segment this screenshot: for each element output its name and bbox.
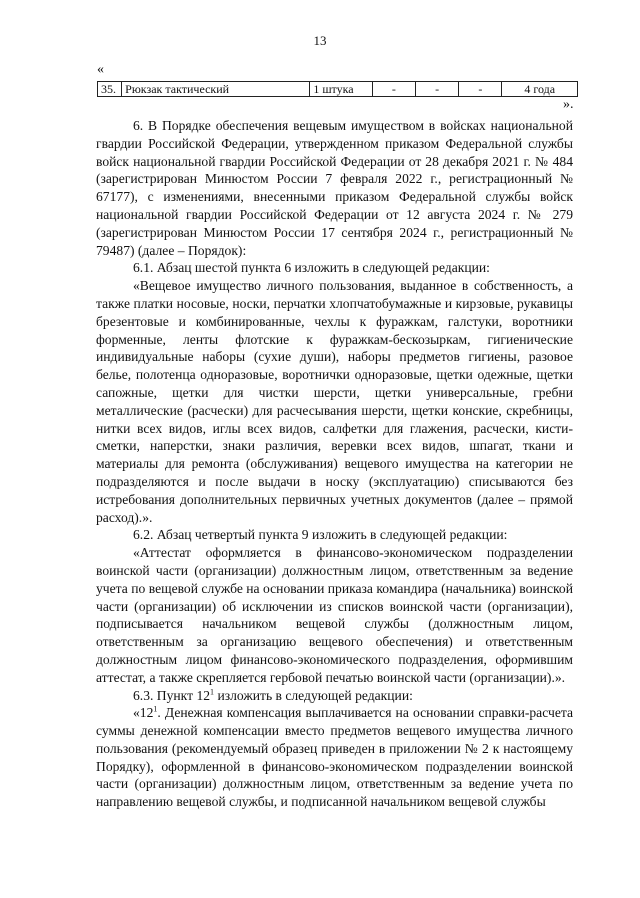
item-quantity: 1 штука [310, 82, 372, 97]
empty-cell: - [459, 82, 502, 97]
paragraph-6-1: 6.1. Абзац шестой пункта 6 изложить в следующей редакции: [133, 260, 490, 276]
document-body [96, 117, 573, 811]
superscript: 1 [153, 704, 158, 714]
paragraph-6-2: 6.2. Абзац четвертый пункта 9 изложить в следующей редакции: [133, 527, 508, 543]
superscript: 1 [210, 686, 215, 696]
item-wear-term: 4 года [502, 82, 578, 97]
paragraph-6-3 [96, 687, 573, 705]
table-row [98, 82, 578, 97]
quote-6-3 [96, 704, 573, 811]
item-name: Рюкзак тактический [122, 82, 310, 97]
quote-6-3-text: . Денежная компенсация выплачивается на основании справки-расчета суммы денежной компенсации вместо предметов вещевого имущества личного пользования (рекомендуемый образец приведен в приложении № 2 к настоящему Порядку), оформленной в финансово-экономическом подразделении воинской части (организации) должностным лицом, ответственным за ведение учета по направлению вещевой службы, и подписанной начальником вещевой службы [96, 705, 573, 810]
items-table [97, 81, 578, 97]
table-close-quote: ». [563, 97, 574, 112]
empty-cell: - [415, 82, 458, 97]
paragraph-6-3-end: изложить в следующей редакции: [214, 687, 413, 703]
page-number: 13 [313, 33, 327, 48]
table-open-quote: « [97, 62, 104, 77]
empty-cell: - [372, 82, 415, 97]
quote-6-3-start: «12 [133, 705, 154, 721]
paragraph-6-3-start: 6.3. Пункт 12 [133, 687, 211, 703]
quote-6-2: «Аттестат оформляется в финансово-экономическом подразделении воинской части (организации) должностным лицом, ответственным за ведение учета по вещевой службе на основании приказа командира (начальника) воинской части (организации) об исключении из списков воинской части (организации), подписывается начальником вещевой службы (должностным лицом, ответственным за организацию вещевого обеспечения) и ответственным должностным лицом финансово-экономического подразделения, оформившим аттестат, а также скрепляется гербовой печатью воинской части (организации).». [96, 545, 573, 685]
quote-6-1: «Вещевое имущество личного пользования, выданное в собственность, а также платки носовые, носки, перчатки хлопчатобумажные и кирзовые, рукавицы брезентовые и комбинированные, чехлы к фуражкам, галстуки, воротники форменные, ленты флотские к фуражкам-бескозыркам, гигиенические индивидуальные наборы (сухие души), наборы предметов гигиены, разовое белье, полотенца одноразовые, воротнички одноразовые, щетки одежные, щетки сапожные, щетки для чистки шерсти, щетки универсальные, гребни металлические (расчески) для расчесывания шерсти, щетки конские, скребницы, нитки всех видов, иглы всех видов, салфетки для глажения, расчески, кисти-сметки, наперстки, знаки различия, веревки всех видов, шпагат, ткани и материалы для ремонта (обслуживания) вещевого имущества на категории не подразделяются и после выдачи в носку (эксплуатацию) списываются без истребования дополнительных первичных учетных документов (далее – прямой расход).». [96, 278, 573, 525]
row-number: 35. [98, 82, 122, 97]
paragraph-6: 6. В Порядке обеспечения вещевым имуществом в войсках национальной гвардии Российской Федерации, утвержденном приказом Федеральной службы войск национальной гвардии Российской Федерации от 28 декабря 2021 г. № 484 (зарегистрирован Минюстом России 7 февраля 2022 г., регистрационный № 67177), с изменениями, внесенными приказом Федеральной службы войск национальной гвардии Российской Федерации от 12 августа 2024 г. № 279 (зарегистрирован Минюстом России 17 сентября 2024 г., регистрационный № 79487) (далее – Порядок): [96, 118, 573, 258]
